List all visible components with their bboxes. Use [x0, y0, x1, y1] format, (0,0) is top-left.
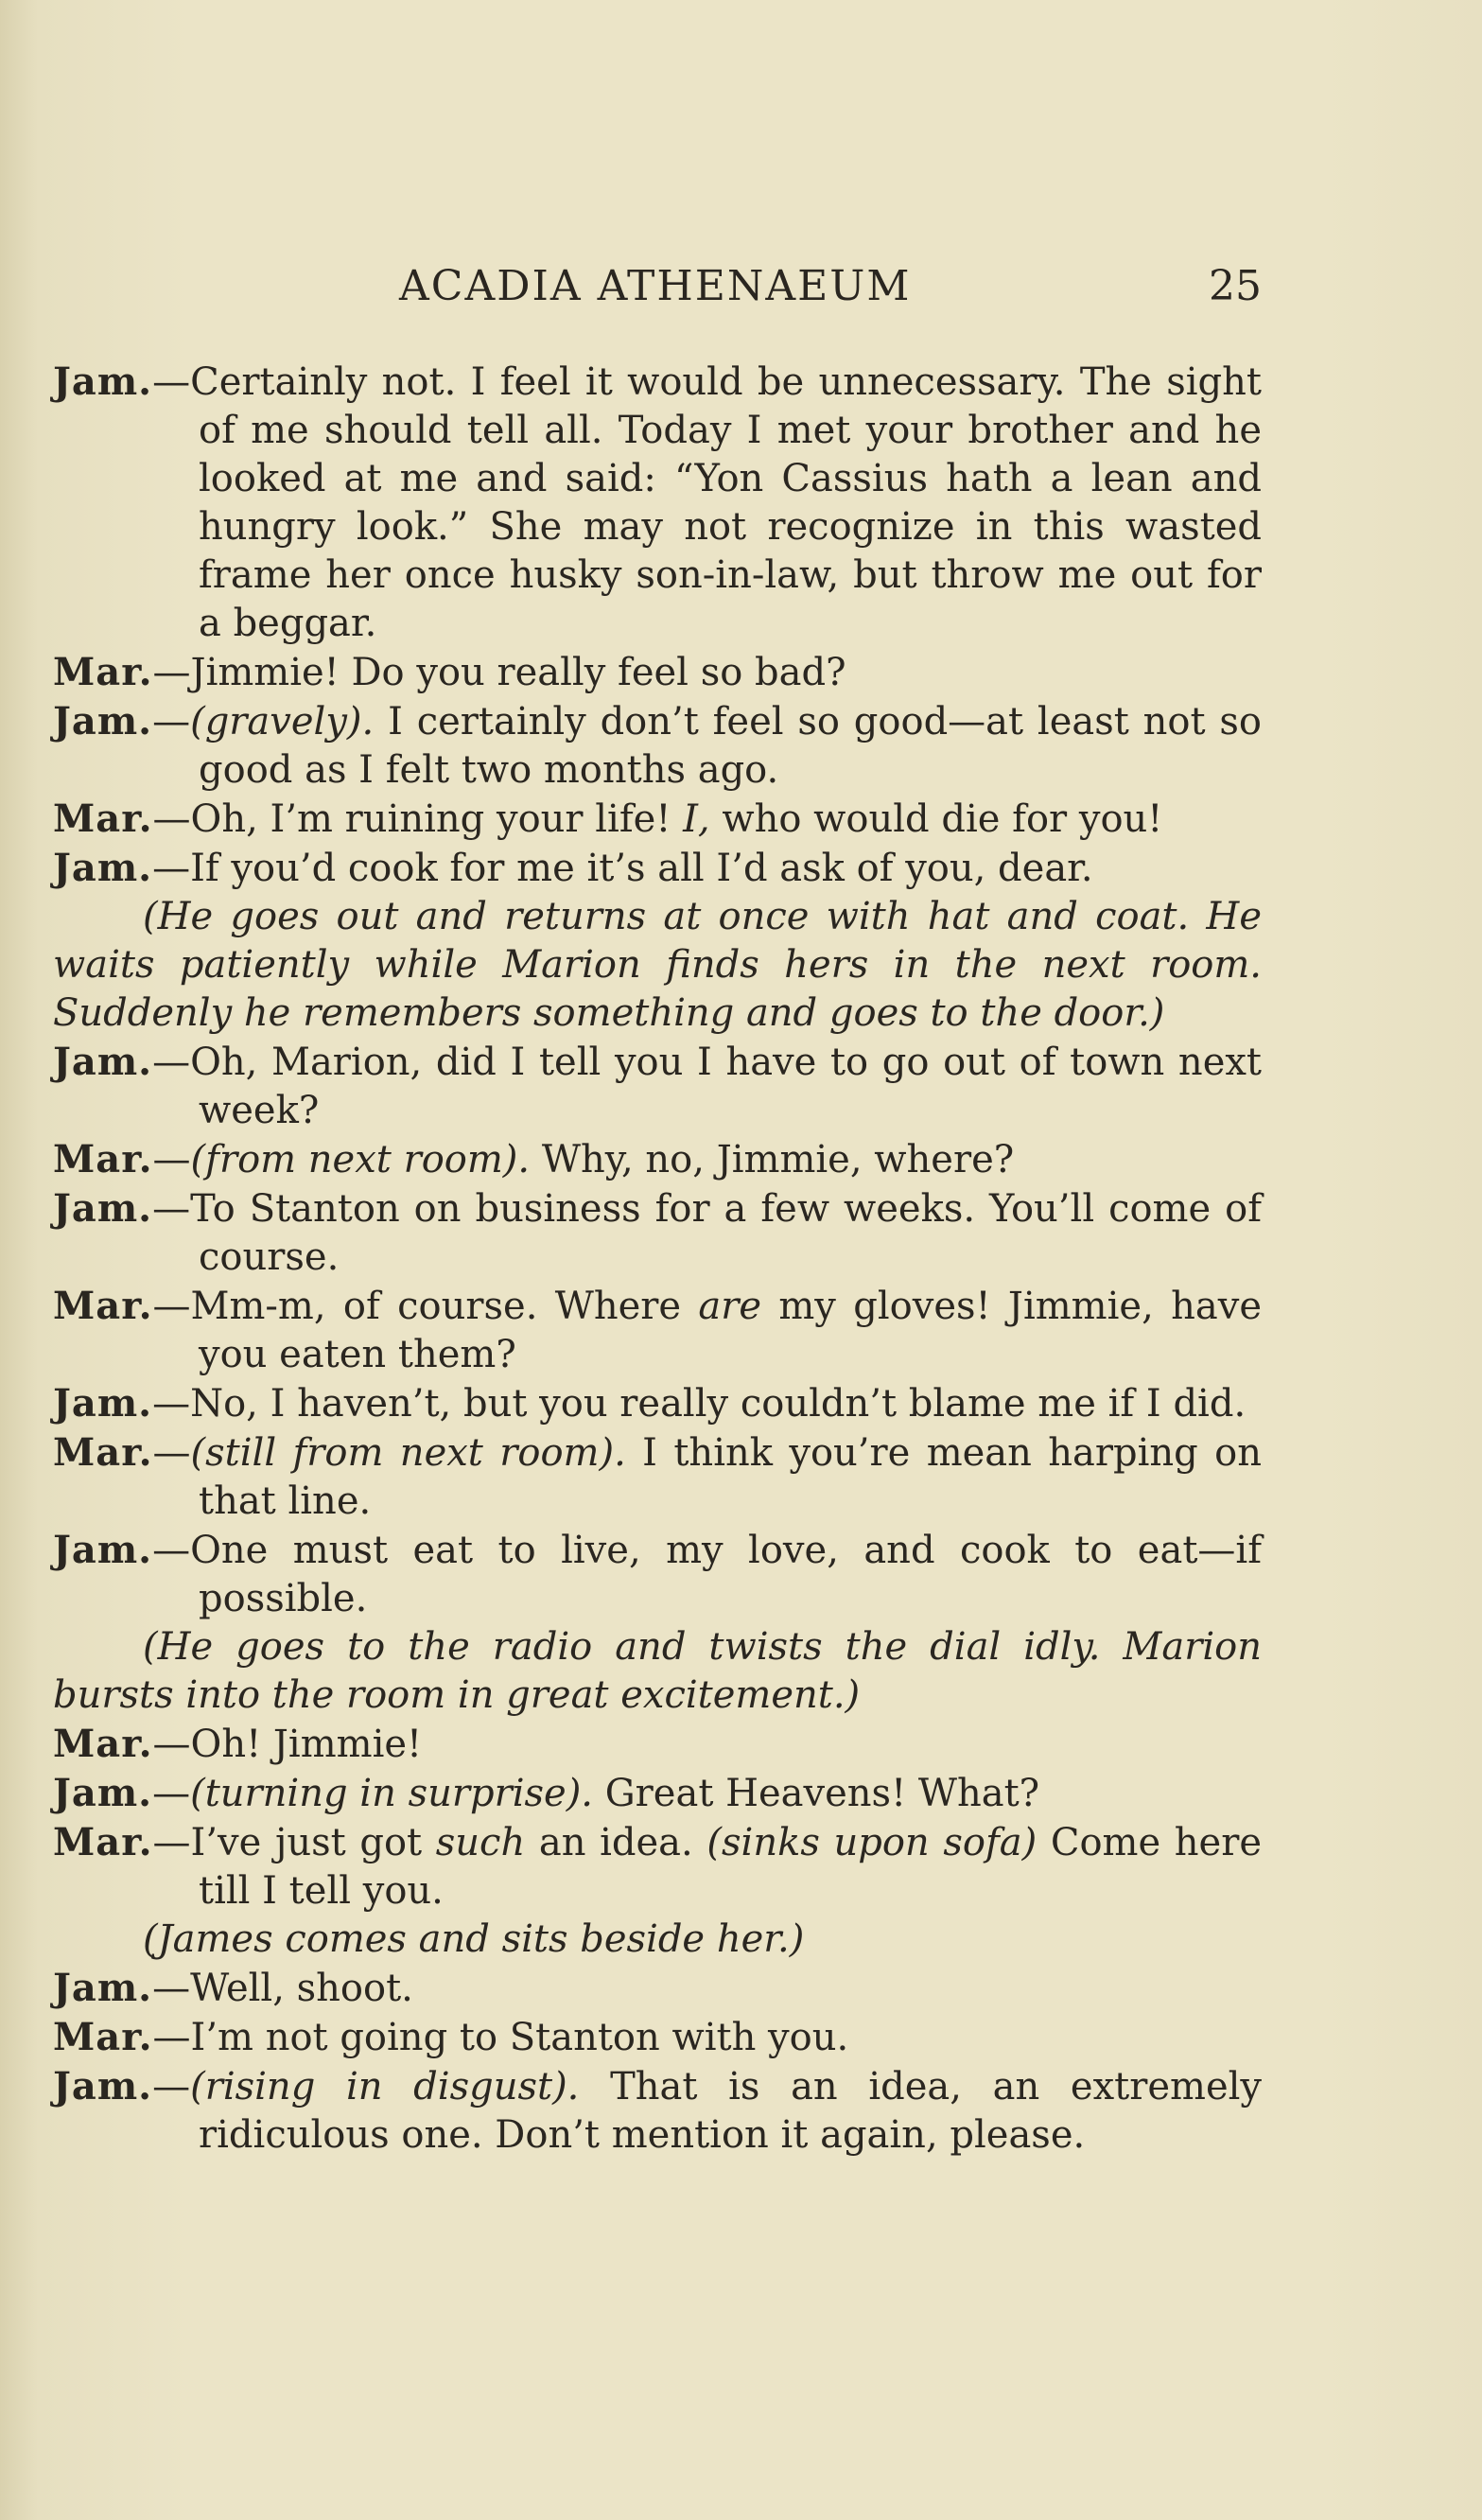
speech-prefix: — — [152, 1772, 191, 1815]
emphasis-text: are — [698, 1285, 762, 1328]
speech-text: That is an idea, an extremely ridiculous one. Don’t mention it again, please. — [199, 2065, 1263, 2157]
speech-text: —I’m not going to Stanton with you. — [152, 2016, 849, 2059]
dialogue-line — [53, 1769, 1262, 1818]
speaker-name: Mar. — [53, 650, 153, 694]
dialogue-line — [53, 697, 1262, 795]
dialogue-line — [53, 1526, 1262, 1623]
dialogue-line — [53, 1964, 1262, 2013]
page-number: 25 — [1209, 262, 1262, 310]
speaker-name: Mar. — [53, 2015, 153, 2059]
speaker-name: Jam. — [53, 1966, 153, 2010]
speech-prefix: —I’ve just got — [152, 1821, 436, 1864]
speech-text: my gloves! Jimmie, have you eaten them? — [199, 1285, 1262, 1376]
dialogue-line — [53, 795, 1262, 844]
speech-text: —No, I haven’t, but you really couldn’t blame me if I did. — [152, 1382, 1247, 1426]
speaker-name: Jam. — [53, 2064, 153, 2109]
stage-direction-inline: (still from next room). — [190, 1431, 626, 1475]
speaker-name: Mar. — [53, 1722, 153, 1766]
stage-direction-inline: (from next room). — [190, 1138, 531, 1181]
dialogue-line — [53, 648, 1262, 697]
page-header — [0, 263, 1482, 310]
dialogue-line — [53, 1818, 1262, 1916]
speech-text: Why, no, Jimmie, where? — [530, 1138, 1015, 1181]
dialogue-line — [53, 844, 1262, 893]
speech-text: —Oh, Marion, did I tell you I have to go out of town next week? — [152, 1041, 1262, 1132]
speaker-name: Jam. — [53, 359, 153, 404]
speaker-name: Mar. — [53, 1284, 153, 1328]
speaker-name: Jam. — [53, 1040, 153, 1084]
speech-text: —Jimmie! Do you really feel so bad? — [152, 651, 846, 694]
speech-text: —If you’d cook for me it’s all I’d ask of you, dear. — [152, 847, 1093, 890]
running-title: ACADIA ATHENAEUM — [399, 262, 912, 310]
speaker-name: Jam. — [53, 1771, 153, 1815]
speaker-name: Jam. — [53, 1528, 153, 1572]
emphasis-text: such — [435, 1821, 526, 1864]
speech-text: Come here till I tell you. — [199, 1821, 1262, 1913]
speech-prefix: — — [152, 1431, 191, 1475]
speaker-name: Mar. — [53, 1430, 153, 1475]
stage-direction: (James comes and sits beside her.) — [143, 1917, 805, 1961]
stage-direction-inline: (rising in disgust). — [190, 2065, 580, 2109]
speech-text: I certainly don’t feel so good—at least not so good as I felt two months ago. — [199, 700, 1262, 792]
speech-prefix: —Oh, I’m ruining your life! — [152, 797, 684, 841]
speech-prefix: — — [152, 700, 191, 744]
speech-text: —Oh! Jimmie! — [152, 1723, 423, 1766]
speech-text: I think you’re mean harping on that line. — [199, 1431, 1262, 1523]
speaker-name: Jam. — [53, 1186, 153, 1231]
stage-direction-inline: (sinks upon sofa) — [706, 1821, 1037, 1864]
dialogue-line — [53, 2013, 1262, 2062]
dialogue-line — [53, 2062, 1262, 2160]
speaker-name: Mar. — [53, 1820, 153, 1864]
speech-prefix: — — [152, 1138, 191, 1181]
stage-direction: (He goes out and returns at once with hat and coat. He waits patiently while Marion finds hers in the next room. Suddenly he remembers something and goes to the door.) — [53, 895, 1262, 1035]
dialogue-line — [53, 1038, 1262, 1135]
dialogue-line — [53, 1135, 1262, 1184]
dialogue-body — [53, 358, 1262, 2160]
speaker-name: Jam. — [53, 846, 153, 890]
speech-text: —One must eat to live, my love, and cook to eat—if possible. — [152, 1529, 1262, 1620]
stage-direction-inline: (gravely). — [190, 700, 375, 744]
speech-text: —Certainly not. I feel it would be unnecessary. The sight of me should tell all. Today I met your brother and he looked at me and said: “Yon Cassius hath a lean and hungry look.” She may not recognize in this wasted frame her once husky son-in-law, but throw me out for a beggar. — [152, 360, 1262, 645]
dialogue-line — [53, 358, 1262, 648]
dialogue-line — [53, 1184, 1262, 1282]
dialogue-line — [53, 1282, 1262, 1379]
speech-prefix: — — [152, 2065, 191, 2109]
speech-text: —Well, shoot. — [152, 1967, 413, 2010]
speech-text: an idea. — [525, 1821, 707, 1864]
stage-direction: (He goes to the radio and twists the dial idly. Marion bursts into the room in great excitement.) — [53, 1625, 1262, 1717]
dialogue-line — [53, 1428, 1262, 1526]
emphasis-text: I, — [683, 797, 710, 841]
dialogue-line — [53, 1379, 1262, 1428]
speaker-name: Jam. — [53, 699, 153, 744]
speech-text: —To Stanton on business for a few weeks. You’ll come of course. — [152, 1187, 1262, 1279]
dialogue-line — [53, 1720, 1262, 1769]
stage-direction-inline: (turning in surprise). — [190, 1772, 594, 1815]
speech-text: Great Heavens! What? — [593, 1772, 1040, 1815]
speaker-name: Mar. — [53, 1137, 153, 1181]
speaker-name: Jam. — [53, 1381, 153, 1426]
speech-prefix: —Mm-m, of course. Where — [152, 1285, 699, 1328]
speaker-name: Mar. — [53, 796, 153, 841]
speech-text: who would die for you! — [709, 797, 1163, 841]
